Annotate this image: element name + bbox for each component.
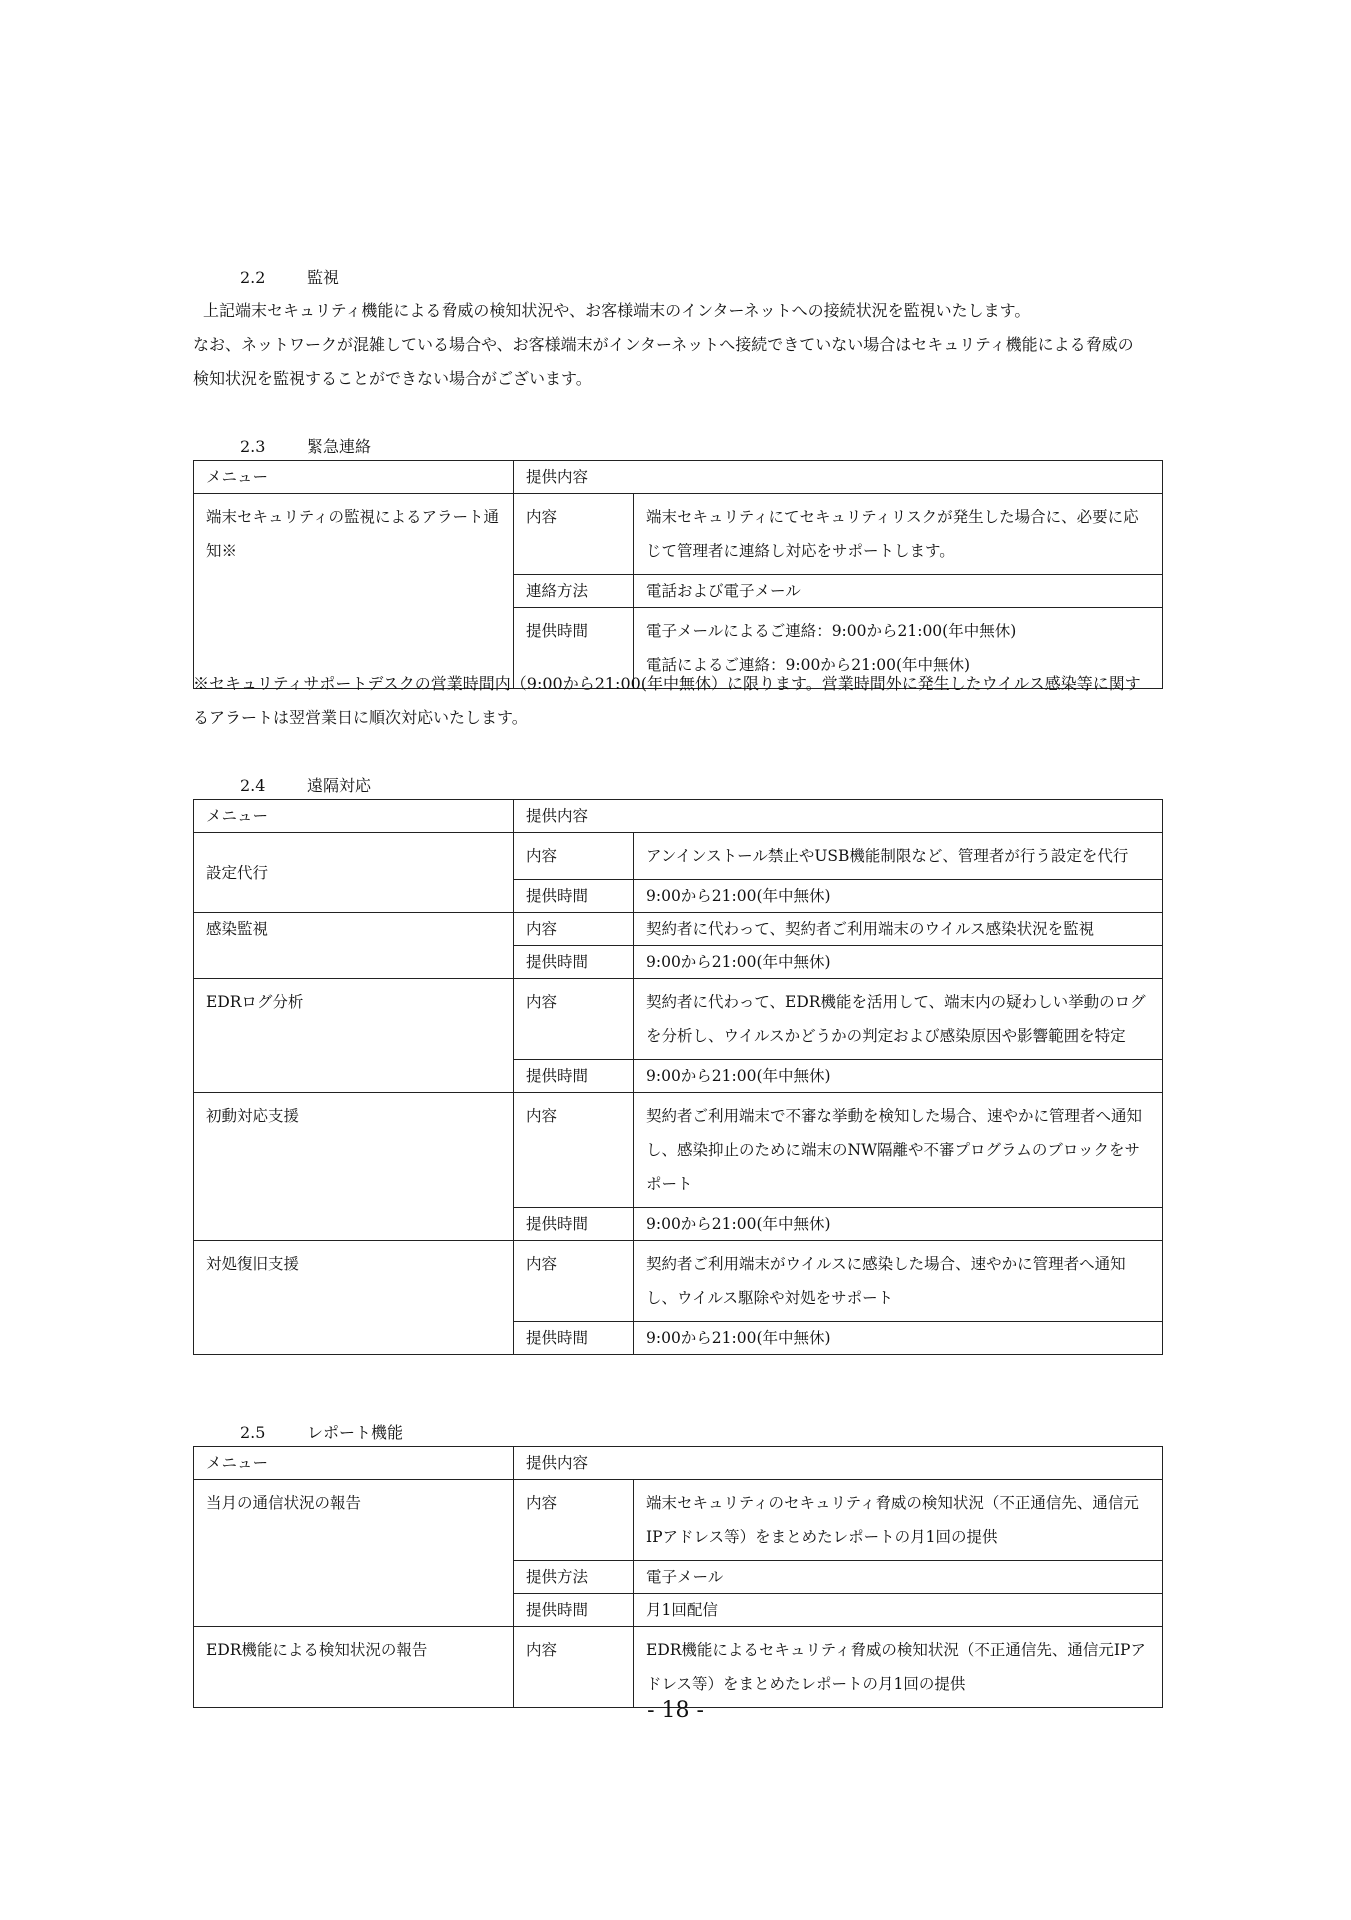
row-item-label: 提供時間 [514,1060,634,1093]
table-header-row [194,800,1163,833]
header-content: 提供内容 [514,461,1163,494]
section-number: 2.2 [240,268,266,287]
remote-support-table [193,799,1163,1355]
table-row [194,1093,1163,1208]
row-menu: 設定代行 [194,833,514,913]
table-row [194,494,1163,575]
section-2-3-heading [240,437,371,457]
row-item-label: 内容 [514,1093,634,1208]
row-item-label: 内容 [514,494,634,575]
row-item-value: 9:00から21:00(年中無休) [634,946,1163,979]
row-item-value: 電子メール [634,1561,1163,1594]
section-2-5-heading [240,1423,403,1443]
header-content: 提供内容 [514,800,1163,833]
header-menu: メニュー [194,461,514,494]
header-menu: メニュー [194,1447,514,1480]
table-row [194,1627,1163,1708]
row-item-value: 契約者に代わって、契約者ご利用端末のウイルス感染状況を監視 [634,913,1163,946]
row-menu: 初動対応支援 [194,1093,514,1241]
section-number: 2.3 [240,437,266,456]
emergency-contact-table [193,460,1163,689]
row-item-label: 提供時間 [514,608,634,689]
table-row [194,979,1163,1060]
row-item-label: 内容 [514,1241,634,1322]
row-menu: EDR機能による検知状況の報告 [194,1627,514,1708]
row-item-label: 内容 [514,1480,634,1561]
section-title: 緊急連絡 [307,437,372,456]
row-item-value: アンインストール禁止やUSB機能制限など、管理者が行う設定を代行 [634,833,1163,880]
row-menu: EDRログ分析 [194,979,514,1093]
table-header-row [194,461,1163,494]
row-menu: 感染監視 [194,913,514,979]
note-line-2: るアラートは翌営業日に順次対応いたします。 [193,708,528,727]
row-item-value: 9:00から21:00(年中無休) [634,1322,1163,1355]
section-title: 監視 [307,268,340,287]
row-item-label: 連絡方法 [514,575,634,608]
row-menu: 端末セキュリティの監視によるアラート通知※ [194,494,514,689]
row-item-value: 端末セキュリティのセキュリティ脅威の検知状況（不正通信先、通信元IPアドレス等）をまとめたレポートの月1回の提供 [634,1480,1163,1561]
table-header-row [194,1447,1163,1480]
section-number: 2.5 [240,1423,266,1442]
row-item-label: 内容 [514,1627,634,1708]
report-function-table [193,1446,1163,1708]
page-number: - 18 - [647,1698,704,1723]
section-number: 2.4 [240,776,266,795]
row-item-value: 契約者ご利用端末で不審な挙動を検知した場合、速やかに管理者へ通知し、感染抑止のために端末のNW隔離や不審プログラムのブロックをサポート [634,1093,1163,1208]
row-item-label: 内容 [514,979,634,1060]
row-item-label: 内容 [514,833,634,880]
row-item-value: 契約者ご利用端末がウイルスに感染した場合、速やかに管理者へ通知し、ウイルス駆除や対処をサポート [634,1241,1163,1322]
row-item-label: 提供時間 [514,880,634,913]
row-item-label: 内容 [514,913,634,946]
row-item-label: 提供時間 [514,1322,634,1355]
monitoring-paragraph-line-1: 上記端末セキュリティ機能による脅威の検知状況や、お客様端末のインターネットへの接続状況を監視いたします。 [203,301,1031,320]
table-row [194,913,1163,946]
row-item-value: 9:00から21:00(年中無休) [634,1060,1163,1093]
table-row [194,1480,1163,1561]
row-item-label: 提供時間 [514,946,634,979]
note-line-1: ※セキュリティサポートデスクの営業時間内（9:00から21:00(年中無休）に限ります。営業時間外に発生したウイルス感染等に関す [193,674,1141,693]
row-item-value: 電子メールによるご連絡：9:00から21:00(年中無休) 電話によるご連絡：9:00から21:00(年中無休) [634,608,1163,689]
section-title: 遠隔対応 [307,776,372,795]
row-item-label: 提供時間 [514,1208,634,1241]
section-title: レポート機能 [307,1423,404,1442]
header-menu: メニュー [194,800,514,833]
table-row [194,1241,1163,1322]
row-menu: 対処復旧支援 [194,1241,514,1355]
row-item-value: 9:00から21:00(年中無休) [634,880,1163,913]
row-item-value: 端末セキュリティにてセキュリティリスクが発生した場合に、必要に応じて管理者に連絡し対応をサポートします。 [634,494,1163,575]
table-row [194,833,1163,880]
monitoring-paragraph-line-2: なお、ネットワークが混雑している場合や、お客様端末がインターネットへ接続できていない場合はセキュリティ機能による脅威の [193,335,1134,354]
header-content: 提供内容 [514,1447,1163,1480]
row-item-value: 契約者に代わって、EDR機能を活用して、端末内の疑わしい挙動のログを分析し、ウイルスかどうかの判定および感染原因や影響範囲を特定 [634,979,1163,1060]
row-item-value: 月1回配信 [634,1594,1163,1627]
section-2-4-heading [240,776,371,796]
row-menu: 当月の通信状況の報告 [194,1480,514,1627]
monitoring-paragraph-line-3: 検知状況を監視することができない場合がございます。 [193,369,592,388]
row-item-value: 電話および電子メール [634,575,1163,608]
section-2-2-heading [240,268,339,288]
row-item-value: EDR機能によるセキュリティ脅威の検知状況（不正通信先、通信元IPアドレス等）をまとめたレポートの月1回の提供 [634,1627,1163,1708]
row-item-value: 9:00から21:00(年中無休) [634,1208,1163,1241]
row-item-label: 提供方法 [514,1561,634,1594]
row-item-label: 提供時間 [514,1594,634,1627]
